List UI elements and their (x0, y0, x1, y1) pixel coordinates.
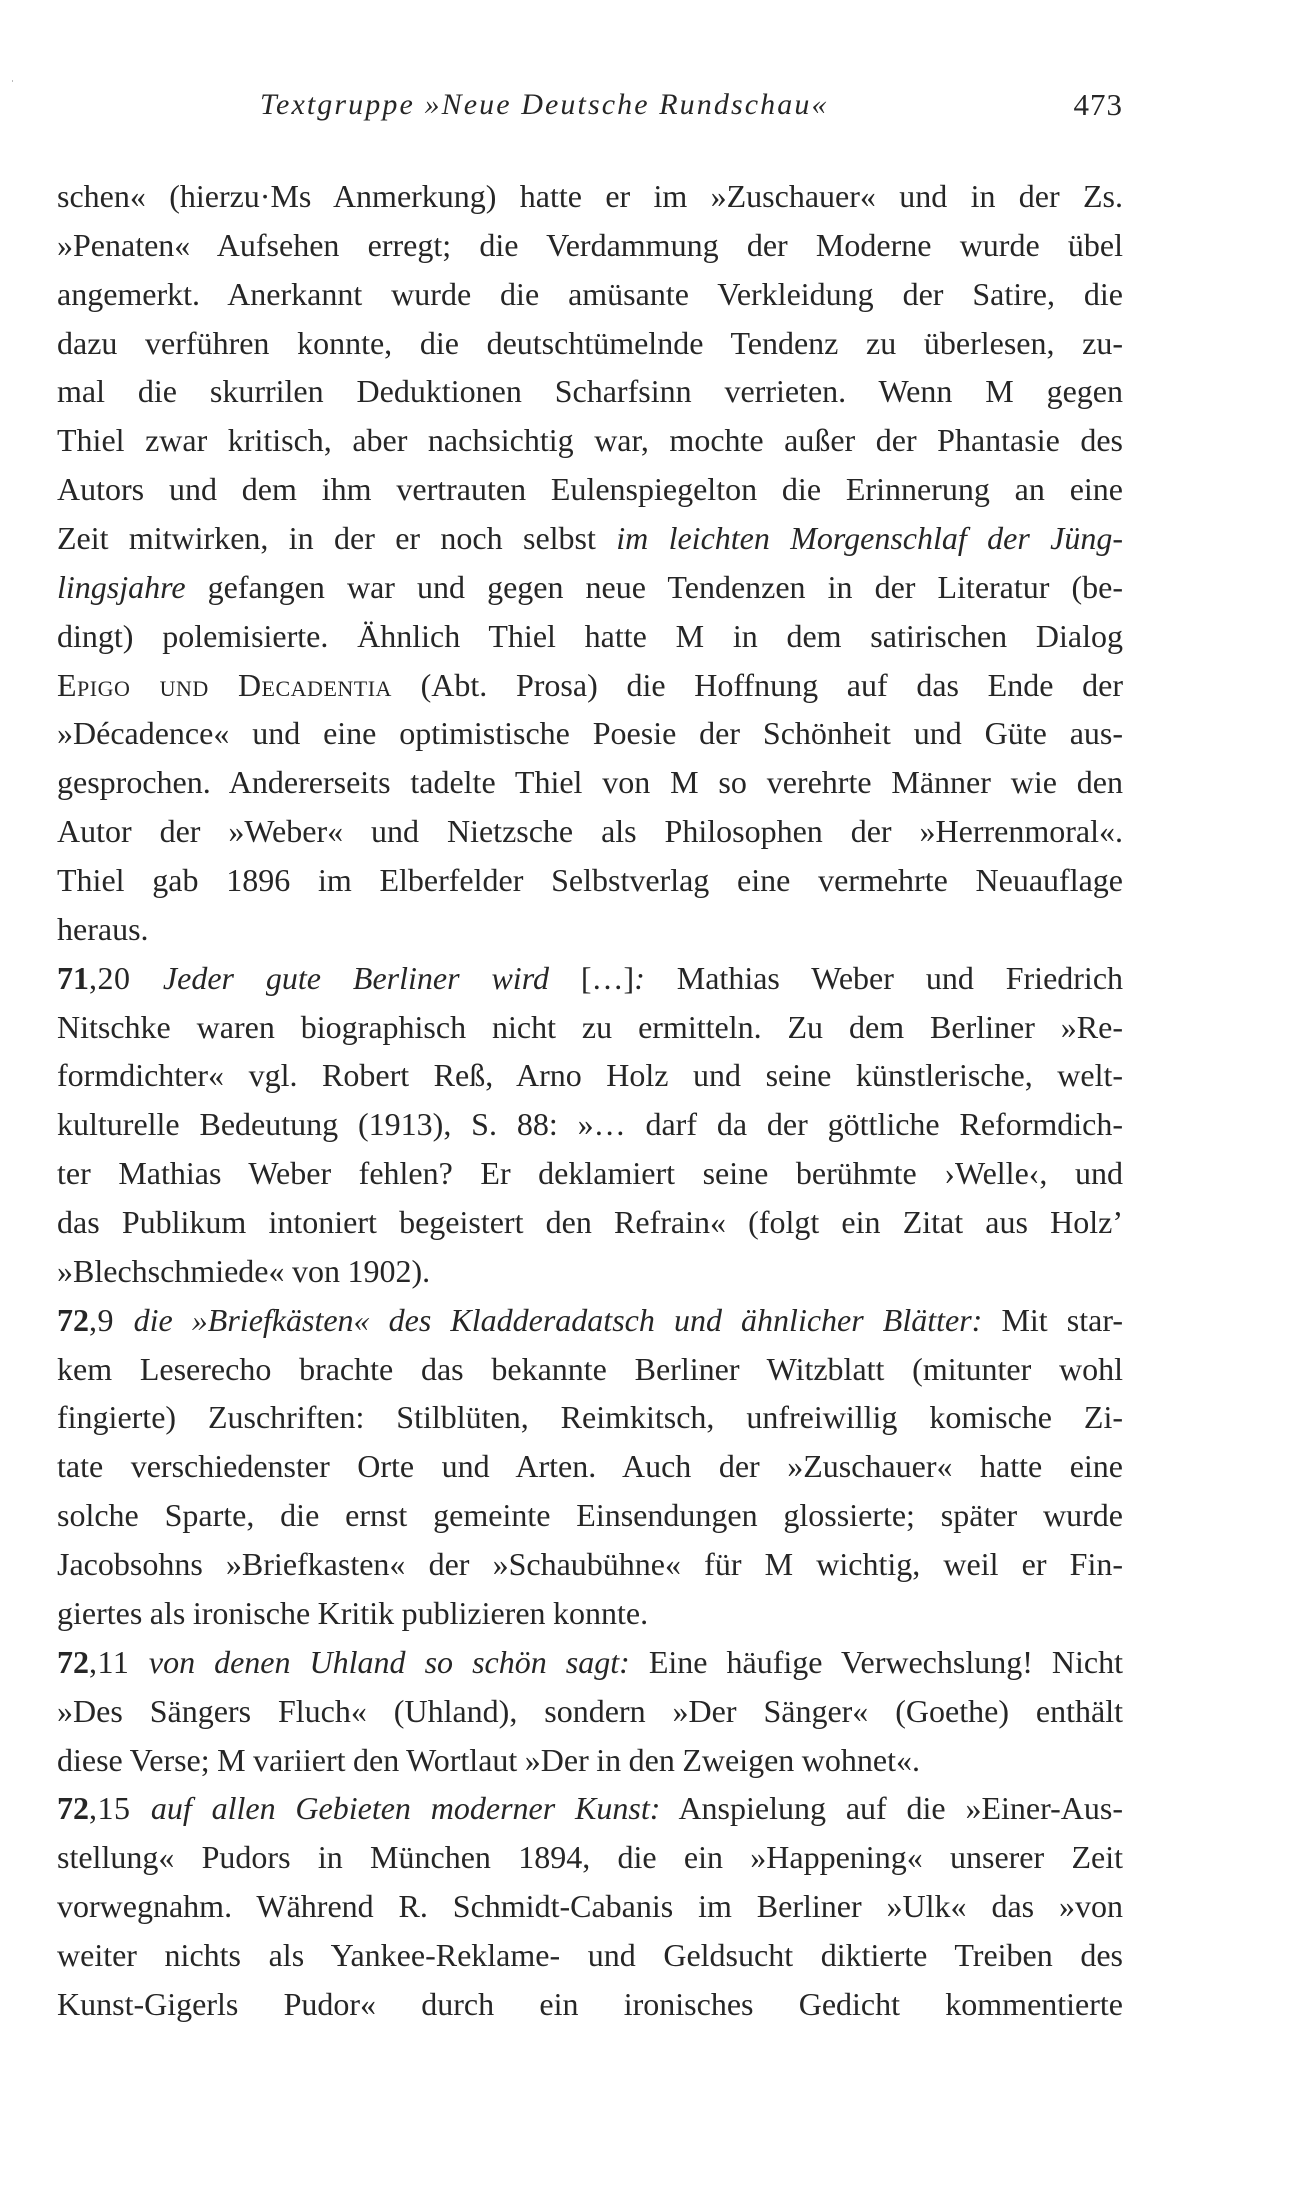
entry-line-ref: ,9 (89, 1301, 134, 1338)
text-line (57, 221, 1123, 270)
text-line (57, 563, 1123, 612)
text-line (57, 367, 1123, 416)
text-line (57, 319, 1123, 368)
text-run: (Abt. Prosa) die Hoffnung auf das Ende der (391, 666, 1123, 703)
text-run: »Des Sängers Fluch« (Uhland), sondern »Der Sänger« (Goethe) enthält (57, 1692, 1123, 1729)
text-run: Autor der »Weber« und Nietzsche als Philosophen der »Herrenmoral«. (57, 813, 1123, 850)
text-run: diese Verse; M variiert den Wortlaut »Der in den Zweigen wohnet«. (57, 1741, 920, 1778)
entry-lemma: Jeder gute Berliner wird (162, 959, 549, 996)
text-run: weiter nichts als Yankee-Reklame- und Geldsucht diktierte Treiben des (57, 1936, 1123, 1973)
text-run: »Blechschmiede« von 1902). (57, 1252, 431, 1289)
text-line (57, 1931, 1123, 1980)
text-line (57, 270, 1123, 319)
text-line (57, 1393, 1123, 1442)
text-line (57, 1736, 1123, 1785)
text-line (57, 758, 1123, 807)
running-head (57, 85, 1123, 125)
text-run: dazu verführen konnte, die deutschtümelnde Tendenz zu überlesen, zu- (57, 324, 1123, 361)
text-line (57, 1589, 1123, 1638)
text-line (57, 1198, 1123, 1247)
text-line (57, 1980, 1123, 2029)
text-line (57, 856, 1123, 905)
entry-lemma: auf allen Gebieten moderner Kunst: (150, 1790, 661, 1827)
lemma-colon: : (634, 959, 645, 996)
text-run: tate verschiedenster Orte und Arten. Auch der »Zuschauer« hatte eine (57, 1448, 1123, 1485)
commentary-body (57, 172, 1123, 2029)
entry-page-ref: 72 (57, 1643, 89, 1680)
text-line (57, 1149, 1123, 1198)
work-title-smallcaps: Epigo und Decadentia (57, 666, 392, 703)
text-run: Jacobsohns »Briefkasten« der »Schaubühne« für M wichtig, weil er Fin- (57, 1546, 1123, 1583)
entry-line-72-11 (57, 1638, 1123, 1687)
text-run: Anspielung auf die »Einer-Aus- (660, 1790, 1123, 1827)
scan-speck (12, 80, 13, 82)
text-run: stellung« Pudors in München 1894, die ein »Happening« unserer Zeit (57, 1839, 1123, 1876)
text-run: Nitschke waren biographisch nicht zu ermitteln. Zu dem Berliner »Re- (57, 1008, 1123, 1045)
entry-line-72-15 (57, 1784, 1123, 1833)
text-run: Mit star- (982, 1301, 1124, 1338)
text-run: Thiel gab 1896 im Elberfelder Selbstverlag eine vermehrte Neuauflage (57, 862, 1123, 899)
text-run: schen« (hierzu·Ms Anmerkung) hatte er im »Zuschauer« und in der Zs. (57, 178, 1123, 214)
page-number: 473 (1073, 87, 1123, 122)
text-run: Kunst-Gigerls Pudor« durch ein ironisches Gedicht kommentierte (57, 1985, 1123, 2022)
text-run: kulturelle Bedeutung (1913), S. 88: »… darf da der göttliche Reformdich- (57, 1106, 1123, 1143)
text-run: mal die skurrilen Deduktionen Scharfsinn verrieten. Wenn M gegen (57, 373, 1123, 410)
text-run: formdichter« vgl. Robert Reß, Arno Holz und seine künstlerische, welt- (57, 1057, 1123, 1094)
text-run: Eine häufige Verwechslung! Nicht (629, 1643, 1124, 1680)
text-line (57, 1491, 1123, 1540)
text-line (57, 1687, 1123, 1736)
text-line (57, 1833, 1123, 1882)
text-line (57, 905, 1123, 954)
text-line (57, 1247, 1123, 1296)
entry-line-71-20 (57, 954, 1123, 1003)
entry-page-ref: 71 (57, 959, 89, 996)
entry-page-ref: 72 (57, 1301, 89, 1338)
text-run: vorwegnahm. Während R. Schmidt-Cabanis im Berliner »Ulk« das »von (57, 1888, 1123, 1925)
text-run: gefangen war und gegen neue Tendenzen in der Literatur (be- (185, 568, 1123, 605)
entry-lemma: die »Briefkästen« des Kladderadatsch und ähnlicher Blätter: (133, 1301, 983, 1338)
text-run: »Penaten« Aufsehen erregt; die Verdammung der Moderne wurde übel (57, 226, 1123, 263)
text-run: […] (548, 959, 635, 996)
text-line (57, 1882, 1123, 1931)
text-line (57, 1003, 1123, 1052)
text-line (57, 612, 1123, 661)
text-run: gesprochen. Andererseits tadelte Thiel von M so verehrte Männer wie den (57, 764, 1123, 801)
text-line (57, 465, 1123, 514)
text-run: Zeit mitwirken, in der er noch selbst (57, 520, 617, 557)
running-title: Textgruppe »Neue Deutsche Rundschau« (260, 88, 829, 121)
text-run: Autors und dem ihm vertrauten Eulenspiegelton die Erinnerung an eine (57, 471, 1123, 508)
entry-lemma: von denen Uhland so schön sagt: (148, 1643, 630, 1680)
text-run: ter Mathias Weber fehlen? Er deklamiert seine berühmte ›Welle‹, und (57, 1155, 1123, 1192)
text-run: kem Leserecho brachte das bekannte Berliner Witzblatt (mitunter wohl (57, 1350, 1123, 1387)
text-run: Mathias Weber und Friedrich (644, 959, 1124, 996)
text-run: heraus. (57, 910, 149, 947)
text-run: Thiel zwar kritisch, aber nachsichtig war, mochte außer der Phantasie des (57, 422, 1123, 459)
text-run: angemerkt. Anerkannt wurde die amüsante Verkleidung der Satire, die (57, 275, 1123, 312)
text-line (57, 1442, 1123, 1491)
text-line (57, 172, 1123, 221)
entry-line-ref: ,11 (89, 1643, 149, 1680)
entry-line-ref: ,20 (89, 959, 163, 996)
quoted-phrase-italic: im leichten Morgenschlaf der Jüng- (616, 520, 1124, 557)
entry-line-72-9 (57, 1296, 1123, 1345)
text-line (57, 416, 1123, 465)
text-line (57, 709, 1123, 758)
text-line (57, 1100, 1123, 1149)
text-line (57, 1540, 1123, 1589)
entry-page-ref: 72 (57, 1790, 89, 1827)
text-run: fingierte) Zuschriften: Stilblüten, Reimkitsch, unfreiwillig komische Zi- (57, 1399, 1123, 1436)
quoted-phrase-italic: lingsjahre (57, 568, 186, 605)
entry-line-ref: ,15 (89, 1790, 151, 1827)
text-line (57, 1051, 1123, 1100)
text-line (57, 514, 1123, 563)
text-run: solche Sparte, die ernst gemeinte Einsendungen glossierte; später wurde (57, 1497, 1123, 1534)
text-line (57, 1345, 1123, 1394)
text-run: giertes als ironische Kritik publizieren konnte. (57, 1594, 649, 1631)
text-run: dingt) polemisierte. Ähnlich Thiel hatte M in dem satirischen Dialog (57, 617, 1123, 654)
text-run: das Publikum intoniert begeistert den Refrain« (folgt ein Zitat aus Holz’ (57, 1204, 1123, 1241)
text-line (57, 807, 1123, 856)
text-line (57, 661, 1123, 710)
text-run: »Décadence« und eine optimistische Poesie der Schönheit und Güte aus- (57, 715, 1123, 752)
